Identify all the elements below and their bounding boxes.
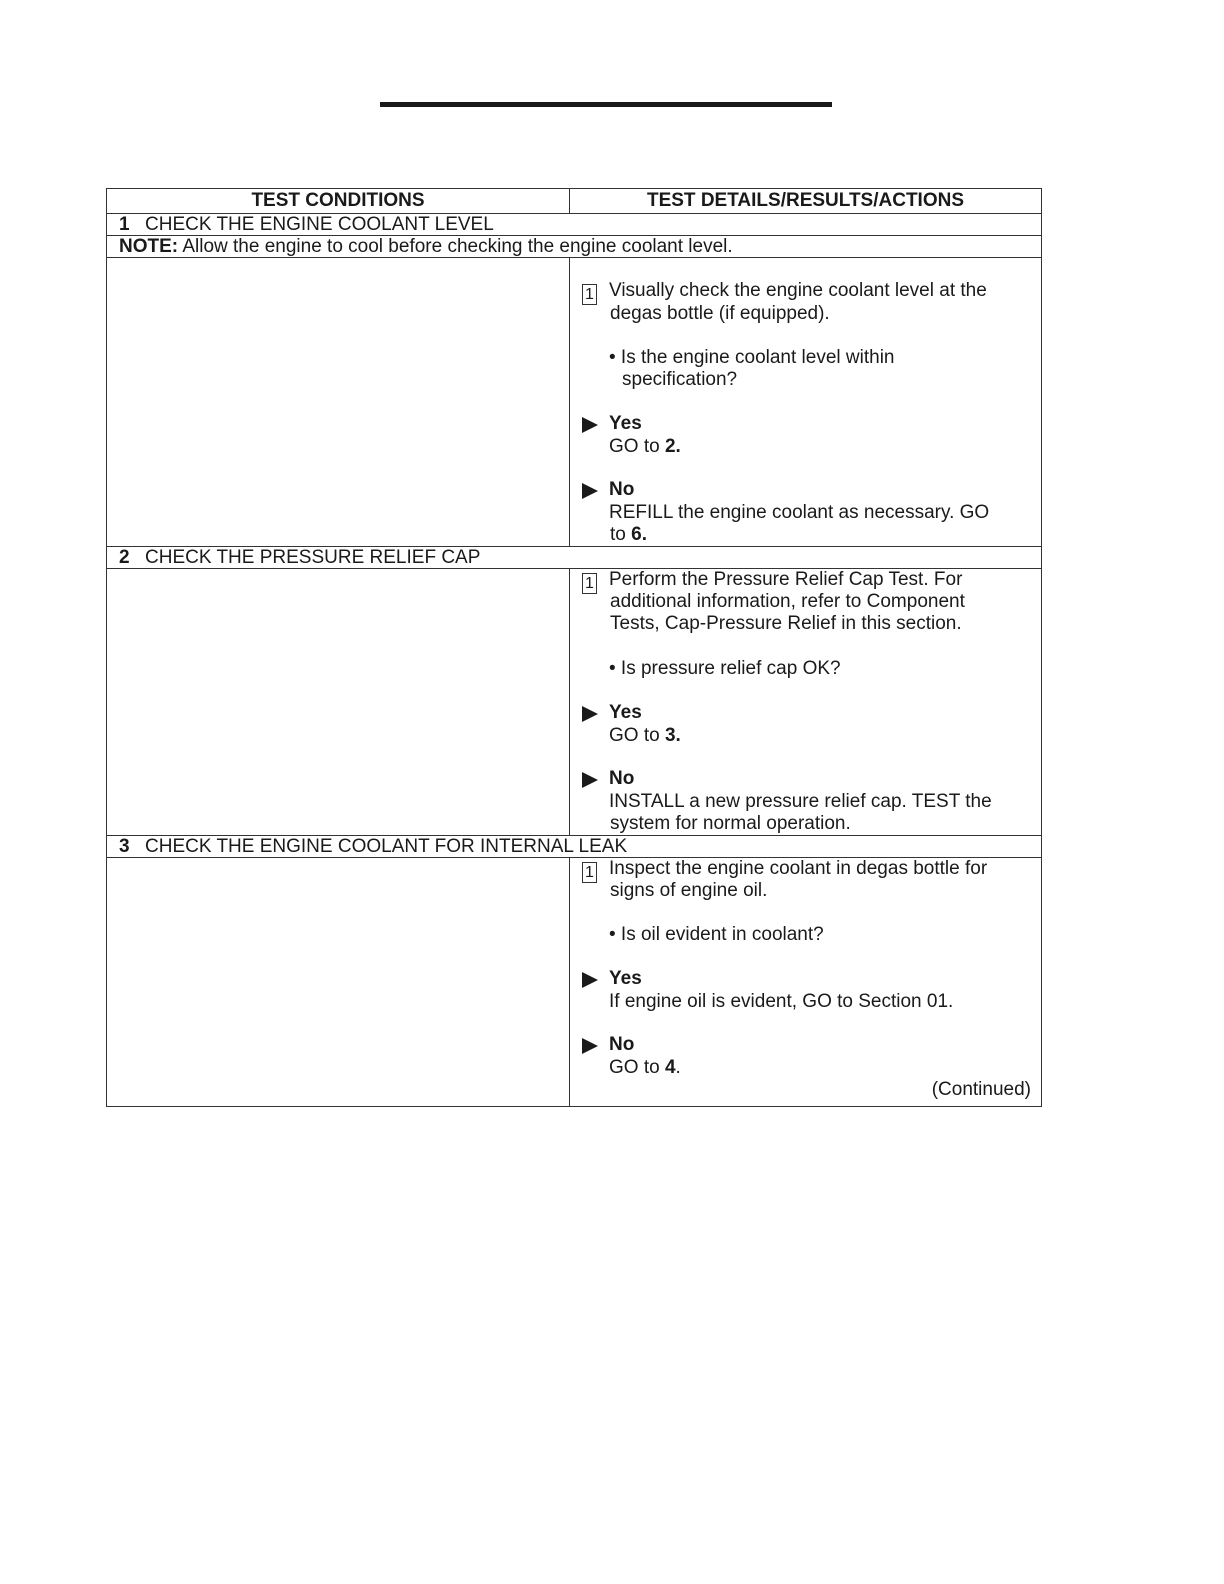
step-1-title-row [107,214,1041,236]
question-line: • Is oil evident in coolant? [609,924,824,945]
arrow-right-icon [582,706,598,722]
test-details-cell [570,858,1041,1106]
no-action-text: GO to [609,1057,665,1078]
diagnostic-table [106,188,1042,1107]
no-action-cont: system for normal operation. [610,813,851,834]
question-line: specification? [622,369,738,390]
arrow-right-icon [582,417,598,433]
test-details-cell [570,569,1041,835]
note-text: Allow the engine to cool before checking the engine coolant level. [182,236,733,257]
yes-action-target: 3. [664,725,681,746]
continued-label: (Continued) [931,1079,1031,1100]
substep-box-icon: 1 [582,284,597,305]
substep-box-icon: 1 [582,862,597,883]
arrow-right-icon [582,1038,598,1054]
instruction-line: signs of engine oil. [610,880,768,901]
step-title: CHECK THE ENGINE COOLANT FOR INTERNAL LEAK [145,836,628,857]
yes-action: If engine oil is evident, GO to Section 01. [609,991,954,1012]
step-1-note-row [107,236,1041,258]
substep-box-icon: 1 [582,573,597,594]
yes-label: Yes [609,413,642,434]
test-conditions-cell [107,258,570,546]
test-conditions-cell [107,858,570,1106]
instruction-line: Inspect the engine coolant in degas bottle for [609,858,988,879]
yes-label: Yes [609,968,642,989]
no-action-text: to [610,524,632,545]
instruction-line: degas bottle (if equipped). [610,303,830,324]
yes-action [609,436,681,458]
instruction-line: Visually check the engine coolant level at the [609,280,987,301]
step-3-body [107,858,1041,1106]
header-test-conditions: TEST CONDITIONS [107,189,570,213]
note-label: NOTE: [119,236,179,257]
step-number: 1 [119,214,130,235]
no-action-cont [610,524,647,546]
no-label: No [609,768,635,789]
step-1-body [107,258,1041,547]
arrow-right-icon [582,972,598,988]
header-test-details: TEST DETAILS/RESULTS/ACTIONS [646,190,965,211]
test-details-cell [570,258,1041,546]
question-line: • Is pressure relief cap OK? [609,658,841,679]
no-label: No [609,1034,635,1055]
question-line: • Is the engine coolant level within [609,347,895,368]
no-action-target: 4 [664,1057,676,1078]
no-action-suffix: . [675,1057,681,1078]
no-action-target: 6. [631,524,647,545]
arrow-right-icon [582,772,598,788]
no-action: REFILL the engine coolant as necessary. GO [609,502,990,523]
step-2-title-row [107,547,1041,569]
test-conditions-cell [107,569,570,835]
step-3-title-row [107,836,1041,858]
step-number: 3 [119,836,130,857]
yes-action-text: GO to [609,436,665,457]
yes-label: Yes [609,702,642,723]
instruction-line: Perform the Pressure Relief Cap Test. For [609,569,963,590]
step-title: CHECK THE ENGINE COOLANT LEVEL [145,214,494,235]
yes-action-target: 2. [664,436,681,457]
no-action [609,1057,681,1079]
step-title: CHECK THE PRESSURE RELIEF CAP [145,547,481,568]
top-rule [380,102,832,107]
step-2-body [107,569,1041,836]
yes-action-text: GO to [609,725,665,746]
yes-action [609,725,681,747]
no-action: INSTALL a new pressure relief cap. TEST the [609,791,992,812]
arrow-right-icon [582,483,598,499]
no-label: No [609,479,635,500]
instruction-line: Tests, Cap-Pressure Relief in this section. [610,613,962,634]
instruction-line: additional information, refer to Component [610,591,965,612]
step-number: 2 [119,547,130,568]
table-header [107,189,1041,214]
